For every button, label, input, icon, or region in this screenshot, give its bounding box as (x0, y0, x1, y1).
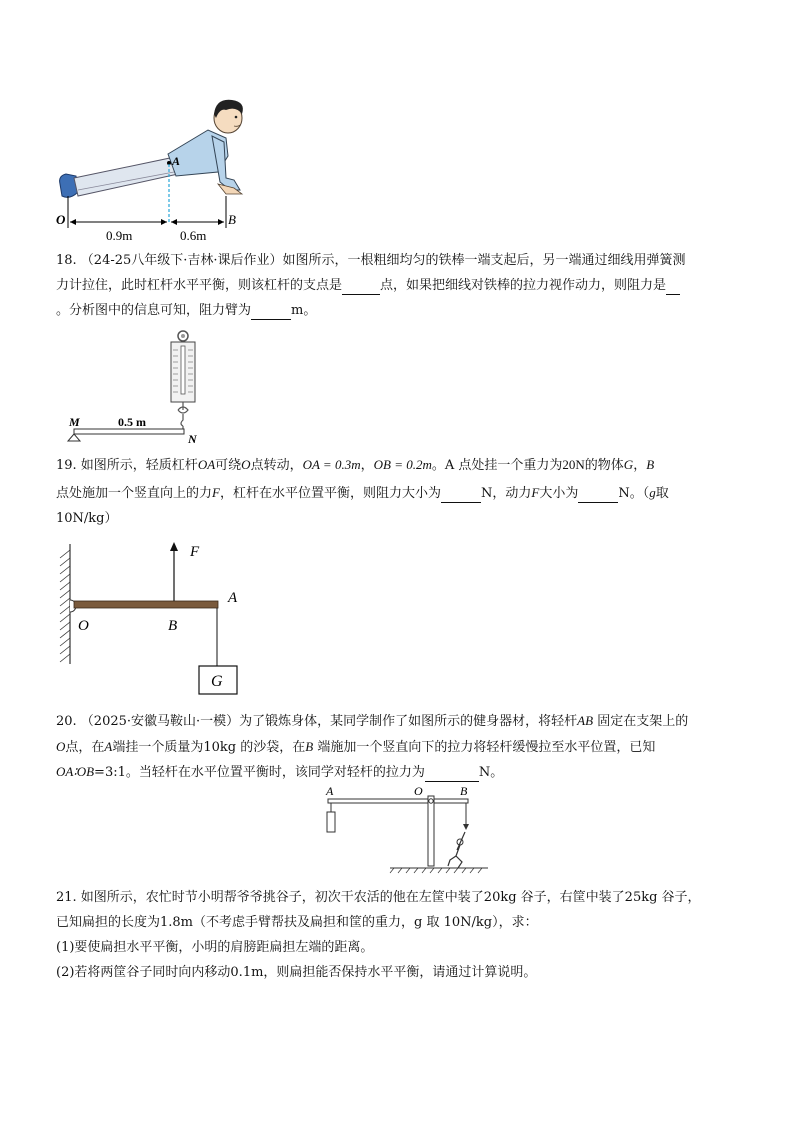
q18-line2: 力计拉住，此时杠杆水平平衡，则该杠杆的支点是 点，如果把细线对铁棒的拉力视作动力，则阻力是 (56, 277, 680, 295)
label-n: N (188, 432, 197, 445)
label-o: O (56, 212, 66, 227)
dist-ab: 0.6m (180, 228, 207, 243)
label-b: B (168, 618, 178, 634)
q20-line3: OA∶OB=3:1。当轻杆在水平位置平衡时，该同学对轻杆的拉力为 N。 (56, 764, 504, 780)
label-a: A (228, 590, 238, 606)
answer-blank[interactable] (251, 305, 291, 320)
answer-blank[interactable] (342, 280, 380, 295)
lever-figure (56, 538, 256, 698)
q21-line4: (2)若将两筐谷子同时向内移动0.1m，则扁担能否保持水平平衡，请通过计算说明。 (56, 965, 537, 980)
q18-line3: 。分析图中的信息可知，阻力臂为 m。 (56, 303, 317, 318)
q21-line2: 已知扁担的长度为1.8m（不考虑手臂帮扶及扁担和筐的重力，g 取 10N/kg），求： (56, 915, 538, 930)
q20-line1: 20. （2025·安徽马鞍山·一模）为了锻炼身体，某同学制作了如图所示的健身器材，将轻杆AB 固定在支架上的 (56, 713, 689, 729)
label-a: A (172, 154, 181, 168)
q21-line3: (1)要使扁担水平平衡，小明的肩膀距扁担左端的距离。 (56, 940, 374, 955)
label-g: G (211, 673, 223, 690)
q21-line1: 21. 如图所示，农忙时节小明帮爷爷挑谷子，初次干农活的他在左筐中装了20kg 谷子，右筐中装了25kg 谷子， (56, 890, 701, 905)
answer-blank[interactable] (666, 280, 680, 295)
pushup-figure (50, 92, 260, 244)
label-b: B (460, 784, 468, 798)
answer-blank[interactable] (578, 488, 618, 503)
q20-line2: O点，在A端挂一个质量为10kg 的沙袋，在B 端施加一个竖直向下的拉力将轻杆缓慢拉至水平位置，已知 (56, 739, 656, 755)
dist-oa: 0.9m (106, 228, 133, 243)
q18-line1: 18. （24-25八年级下·吉林·课后作业）如图所示，一根粗细均匀的铁棒一端支起后，另一端通过细线用弹簧测 (56, 253, 686, 268)
label-o: O (414, 784, 423, 798)
label-f: F (190, 544, 200, 560)
spring-scale-figure (64, 330, 214, 445)
label-a: A (326, 784, 334, 798)
label-m: M (69, 415, 80, 429)
label-b: B (228, 212, 236, 227)
label-o: O (78, 618, 89, 634)
answer-blank[interactable] (441, 488, 481, 503)
q19-line2: 点处施加一个竖直向上的力F，杠杆在水平位置平衡，则阻力大小为 N，动力F大小为 N。（g取 (56, 485, 669, 501)
q19-line1: 19. 如图所示，轻质杠杆OA可绕O点转动，OA = 0.3m，OB = 0.2m。A 点处挂一个重力为20N的物体G，B (56, 457, 655, 473)
answer-blank[interactable] (425, 767, 479, 782)
fitness-device-figure (318, 782, 498, 874)
q19-line3: 10N/kg） (56, 511, 118, 526)
dist-mn: 0.5 m (118, 415, 146, 429)
